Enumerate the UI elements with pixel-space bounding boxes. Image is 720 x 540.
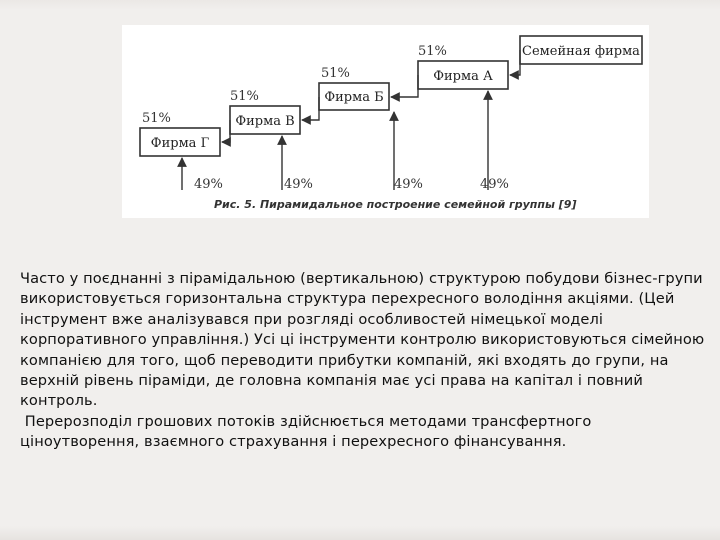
bottom-gradient-band	[0, 526, 720, 540]
box-firm-a-label: Фирма А	[433, 69, 493, 84]
figure-caption: Рис. 5. Пирамидальное построение семейной группы [9]	[214, 198, 577, 211]
top-gradient-band	[0, 0, 720, 10]
share-bottom-1: 49%	[194, 177, 223, 192]
share-bottom-4: 49%	[480, 177, 509, 192]
box-firm-v	[230, 106, 300, 134]
share-top-g: 51%	[142, 111, 171, 126]
box-firm-g-label: Фирма Г	[150, 136, 210, 151]
share-bottom-3: 49%	[394, 177, 423, 192]
box-firm-a	[418, 61, 508, 89]
paragraph-cash-flow-redistribution: Перерозподіл грошових потоків здійснюється методами трансфертного ціноутворення, взаємного страхування і перехресного фінансування.	[20, 412, 597, 451]
share-top-b: 51%	[321, 66, 350, 81]
connector-family-to-a	[510, 50, 520, 75]
pyramid-figure	[122, 25, 649, 218]
box-family-firm-label: Семейная фирма	[522, 44, 640, 59]
body-text	[20, 269, 710, 453]
box-family-firm	[520, 36, 642, 64]
share-top-a: 51%	[418, 44, 447, 59]
connector-a-to-b	[391, 75, 418, 97]
box-firm-b-label: Фирма Б	[324, 90, 384, 105]
box-firm-v-label: Фирма В	[235, 114, 295, 129]
box-firm-b	[319, 83, 389, 110]
connector-v-to-g	[222, 120, 230, 142]
share-top-v: 51%	[230, 89, 259, 104]
paragraph-cross-ownership: Часто у поєднанні з пірамідальною (вертикальною) структурою побудови бізнес-групи використовується горизонтальна структура перехресного володіння акціями. (Цей інструмент вже аналізувався при розгляді особливостей німецької моделі корпоративного управління.) Усі ці інструменти контролю використовуються сімейною компанією для того, щоб переводити прибутки компаній, які входять до групи, на верхній рівень піраміди, де головна компанія має усі права на капітал і повний контроль.	[20, 270, 705, 410]
connector-b-to-v	[302, 97, 319, 120]
share-bottom-2: 49%	[284, 177, 313, 192]
pyramid-diagram	[122, 25, 649, 218]
box-firm-g	[140, 128, 220, 156]
